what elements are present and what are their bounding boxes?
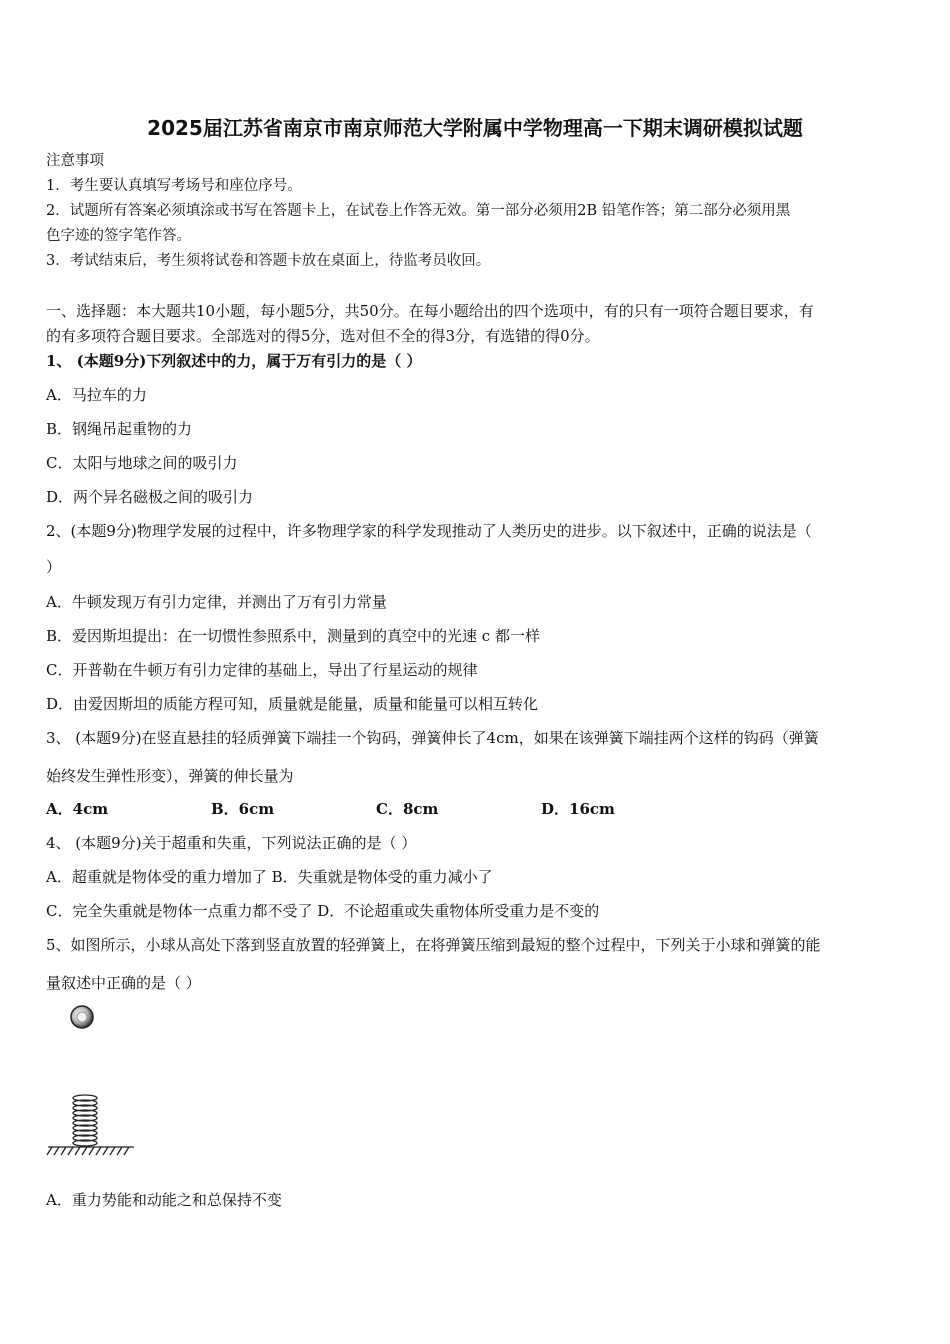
notice-item-2: 2．试题所有答案必须填涂或书写在答题卡上，在试卷上作答无效。第一部分必须用2B 铅笔作答；第二部分必须用黑	[46, 203, 791, 219]
question-2-option-b: B．爱因斯坦提出：在一切惯性参照系中，测量到的真空中的光速 c 都一样	[46, 627, 540, 645]
question-5-option-a: A．重力势能和动能之和总保持不变	[46, 1191, 282, 1209]
question-3-stem: 3、 (本题9分)在竖直悬挂的轻质弹簧下端挂一个钩码，弹簧伸长了4cm，如果在该弹簧下端挂两个这样的钩码（弹簧	[46, 729, 819, 747]
question-3-option-c: C．8cm	[376, 800, 439, 818]
question-3-option-a: A．4cm	[46, 800, 109, 818]
question-1-option-a: A．马拉车的力	[46, 386, 147, 404]
question-1-option-d: D．两个异名磁极之间的吸引力	[46, 488, 254, 506]
question-5-stem: 5、如图所示，小球从高处下落到竖直放置的轻弹簧上，在将弹簧压缩到最短的整个过程中，下列关于小球和弹簧的能	[46, 936, 821, 954]
question-5-stem-cont: 量叙述中正确的是（ ）	[46, 974, 201, 992]
ball-spring-figure	[44, 1000, 140, 1165]
question-2-option-a: A．牛顿发现万有引力定律，并测出了万有引力常量	[46, 593, 387, 611]
question-2-stem-cont: ）	[46, 558, 62, 576]
question-1-stem: 1、 (本题9分)下列叙述中的力，属于万有引力的是（ ）	[46, 352, 422, 370]
notice-heading: 注意事项	[46, 153, 104, 169]
question-3-stem-cont: 始终发生弹性形变），弹簧的伸长量为	[46, 767, 294, 785]
question-1-option-b: B．钢绳吊起重物的力	[46, 420, 193, 438]
ball-icon	[71, 1006, 93, 1028]
question-1-option-c: C．太阳与地球之间的吸引力	[46, 454, 238, 472]
notice-item-2-cont: 色字迹的签字笔作答。	[46, 228, 191, 244]
question-4-stem: 4、 (本题9分)关于超重和失重，下列说法正确的是（ ）	[46, 834, 417, 852]
question-2-stem: 2、(本题9分)物理学发展的过程中，许多物理学家的科学发现推动了人类历史的进步。以下叙述中，正确的说法是（	[46, 522, 812, 540]
ground-icon	[47, 1147, 134, 1155]
question-4-options-row-1: A．超重就是物体受的重力增加了 B．失重就是物体受的重力减小了	[46, 868, 493, 886]
question-4-options-row-2: C．完全失重就是物体一点重力都不受了 D．不论超重或失重物体所受重力是不变的	[46, 902, 600, 920]
question-3-option-b: B．6cm	[211, 800, 275, 818]
question-3-option-d: D．16cm	[541, 800, 615, 818]
notice-item-1: 1．考生要认真填写考场号和座位序号。	[46, 178, 302, 194]
spring-icon	[73, 1095, 97, 1146]
notice-item-3: 3．考试结束后，考生须将试卷和答题卡放在桌面上，待监考员收回。	[46, 253, 491, 269]
question-2-option-c: C．开普勒在牛顿万有引力定律的基础上，导出了行星运动的规律	[46, 661, 478, 679]
page-title: 2025届江苏省南京市南京师范大学附属中学物理高一下期末调研模拟试题	[147, 116, 803, 140]
question-2-option-d: D．由爱因斯坦的质能方程可知，质量就是能量，质量和能量可以相互转化	[46, 695, 539, 713]
section-instructions-line2: 的有多项符合题目要求。全部选对的得5分，选对但不全的得3分，有选错的得0分。	[46, 327, 600, 345]
section-instructions-line1: 一、选择题：本大题共10小题，每小题5分，共50分。在每小题给出的四个选项中，有的只有一项符合题目要求，有	[46, 302, 814, 320]
